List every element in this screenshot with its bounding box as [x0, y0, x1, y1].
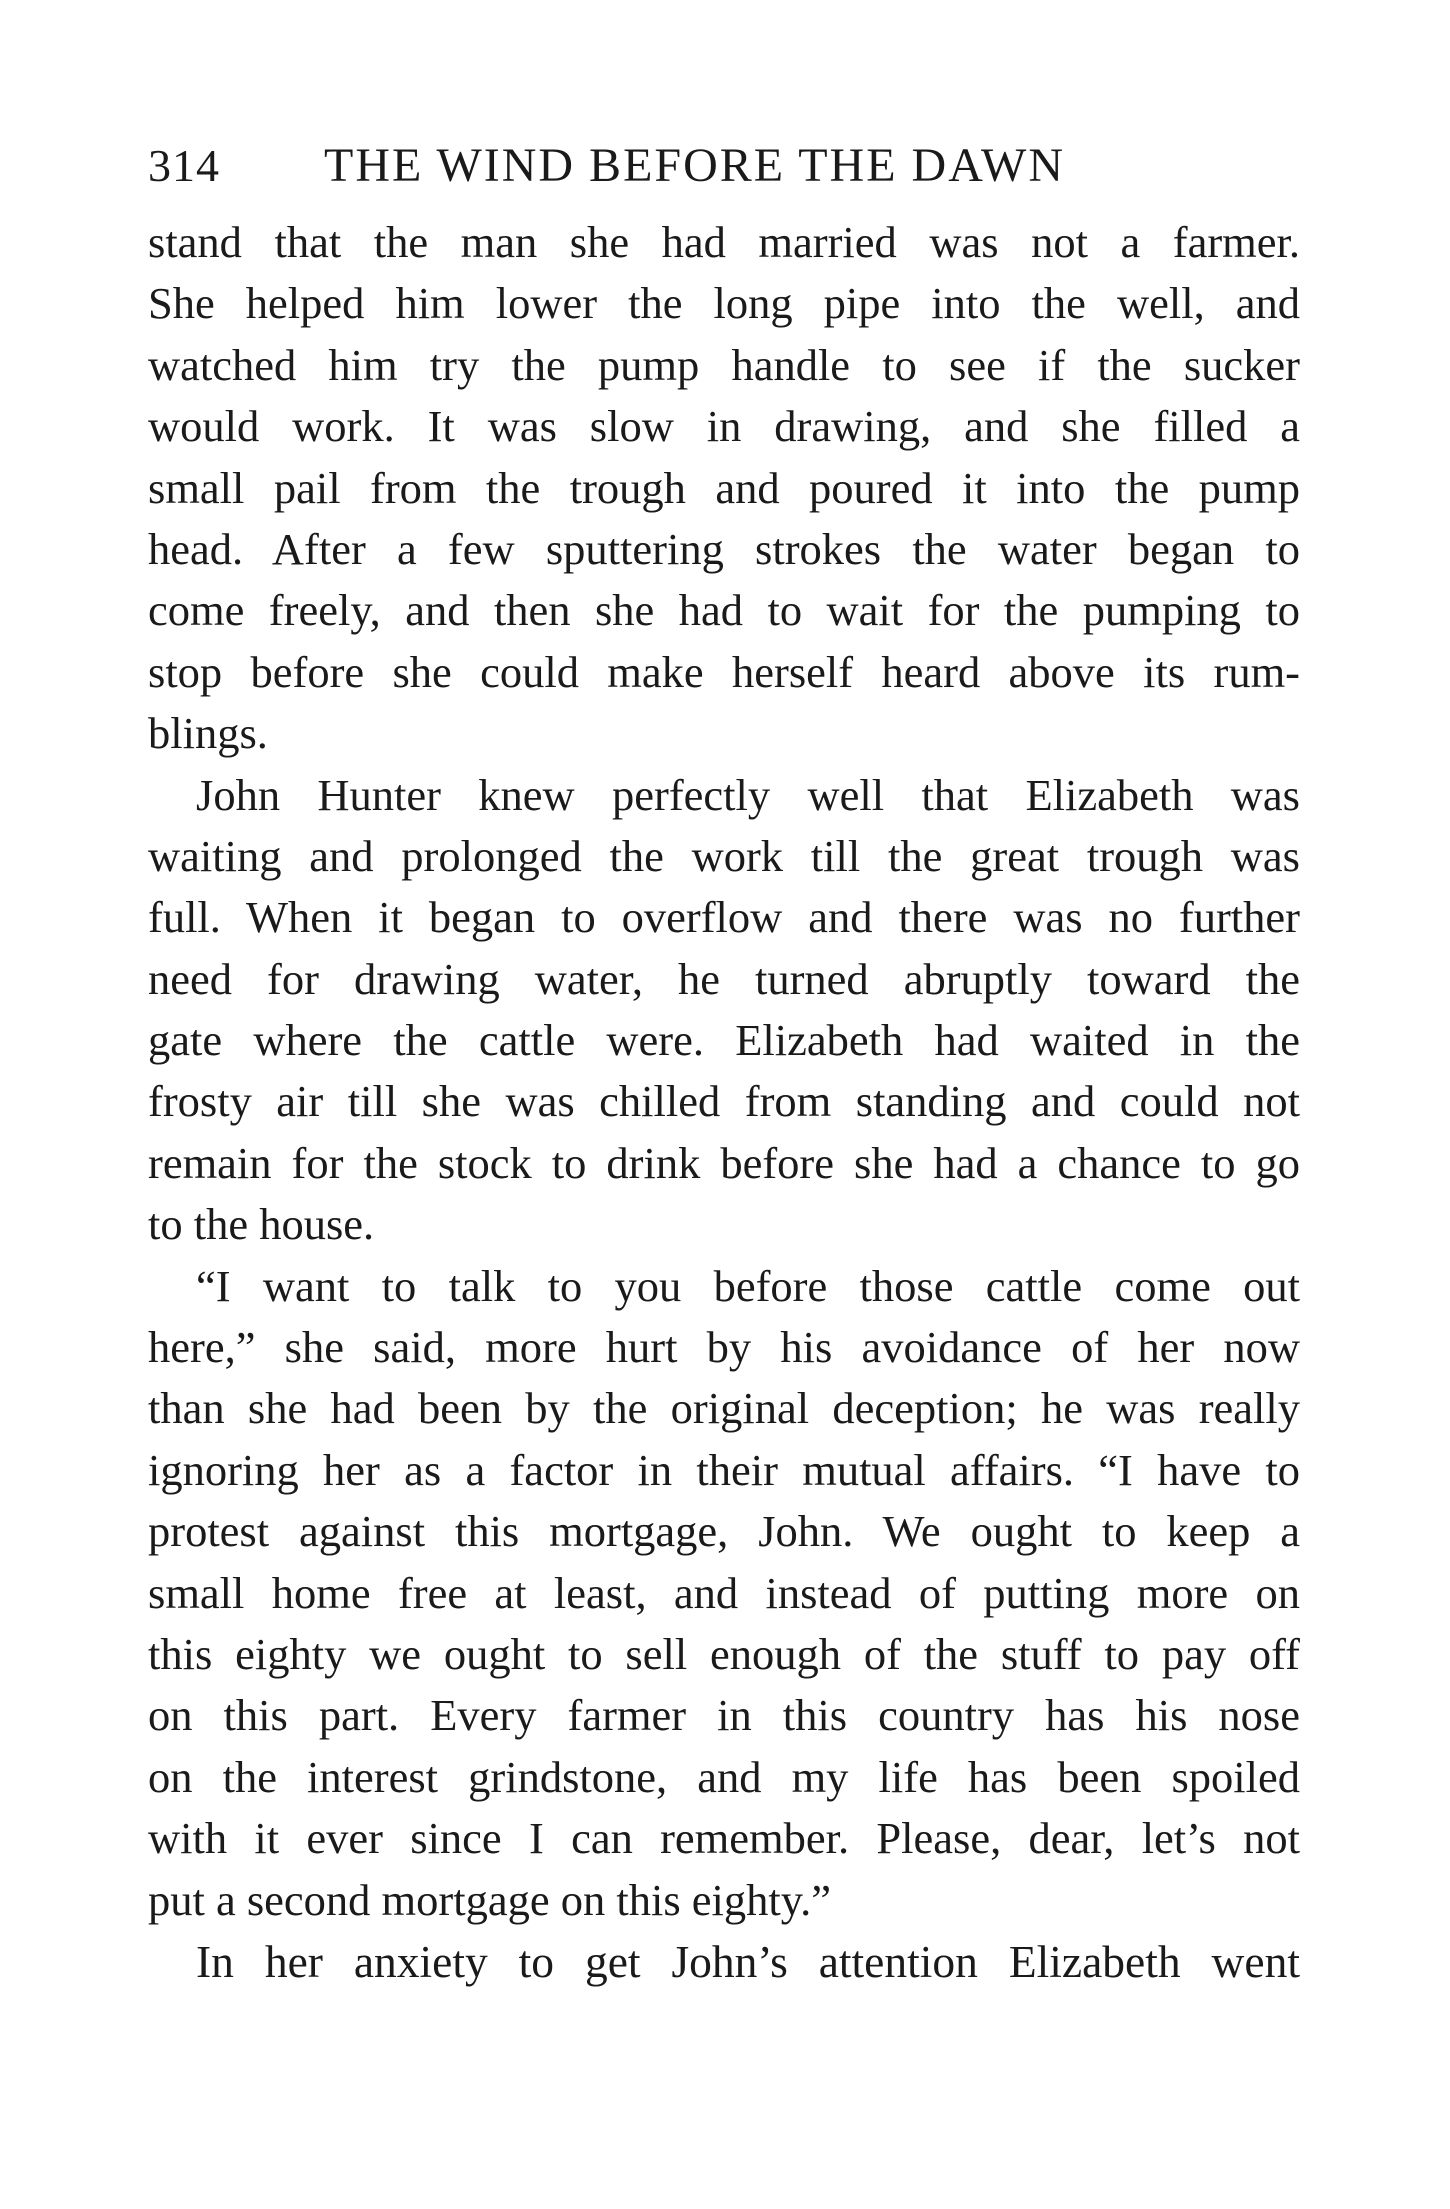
text-line: full. When it began to overflow and there was no further — [148, 892, 1300, 943]
text-line: stand that the man she had married was not a farmer. — [148, 217, 1300, 267]
text-line: on this part. Every farmer in this country has his nose — [148, 1690, 1300, 1741]
text-line: this eighty we ought to sell enough of the stuff to pay off — [148, 1628, 1300, 1679]
text-line: to the house. — [148, 1199, 375, 1250]
text-line: would work. It was slow in drawing, and she filled a — [148, 401, 1300, 452]
text-line: small home free at least, and instead of putting more on — [148, 1567, 1300, 1618]
text-line: stop before she could make herself heard above its rum- — [148, 646, 1300, 697]
text-line: on the interest grindstone, and my life has been spoiled — [148, 1751, 1300, 1802]
text-line: frosty air till she was chilled from standing and could not — [148, 1076, 1300, 1127]
text-line: protest against this mortgage, John. We ought to keep a — [148, 1506, 1300, 1557]
text-line: remain for the stock to drink before she had a chance to go — [148, 1137, 1300, 1188]
text-line: waiting and prolonged the work till the great trough was — [148, 830, 1300, 881]
text-line: put a second mortgage on this eighty.” — [148, 1874, 831, 1925]
body-text — [148, 212, 1300, 1992]
running-head — [148, 138, 1300, 202]
text-line: In her anxiety to get John’s attention Elizabeth went — [196, 1935, 1300, 1987]
text-line: John Hunter knew perfectly well that Elizabeth was — [196, 769, 1300, 820]
text-line: small pail from the trough and poured it into the pump — [148, 462, 1300, 513]
running-title: THE WIND BEFORE THE DAWN — [324, 139, 1065, 192]
text-line: blings. — [148, 708, 268, 759]
text-line: with it ever since I can remember. Please, dear, let’s not — [148, 1813, 1300, 1864]
book-page — [148, 138, 1300, 1992]
page-number: 314 — [148, 140, 220, 191]
text-line: here,” she said, more hurt by his avoidance of her now — [148, 1322, 1300, 1373]
text-line: “I want to talk to you before those cattle come out — [196, 1260, 1300, 1311]
text-line: watched him try the pump handle to see if the sucker — [148, 339, 1300, 390]
text-line: She helped him lower the long pipe into the well, and — [148, 278, 1300, 329]
text-line: come freely, and then she had to wait for the pumping to — [148, 585, 1300, 636]
text-line: ignoring her as a factor in their mutual affairs. “I have to — [148, 1444, 1300, 1495]
text-line: gate where the cattle were. Elizabeth had waited in the — [148, 1015, 1300, 1066]
text-line: head. After a few sputtering strokes the water began to — [148, 523, 1300, 574]
text-line: need for drawing water, he turned abruptly toward the — [148, 953, 1300, 1004]
text-line: than she had been by the original deception; he was really — [148, 1383, 1300, 1434]
